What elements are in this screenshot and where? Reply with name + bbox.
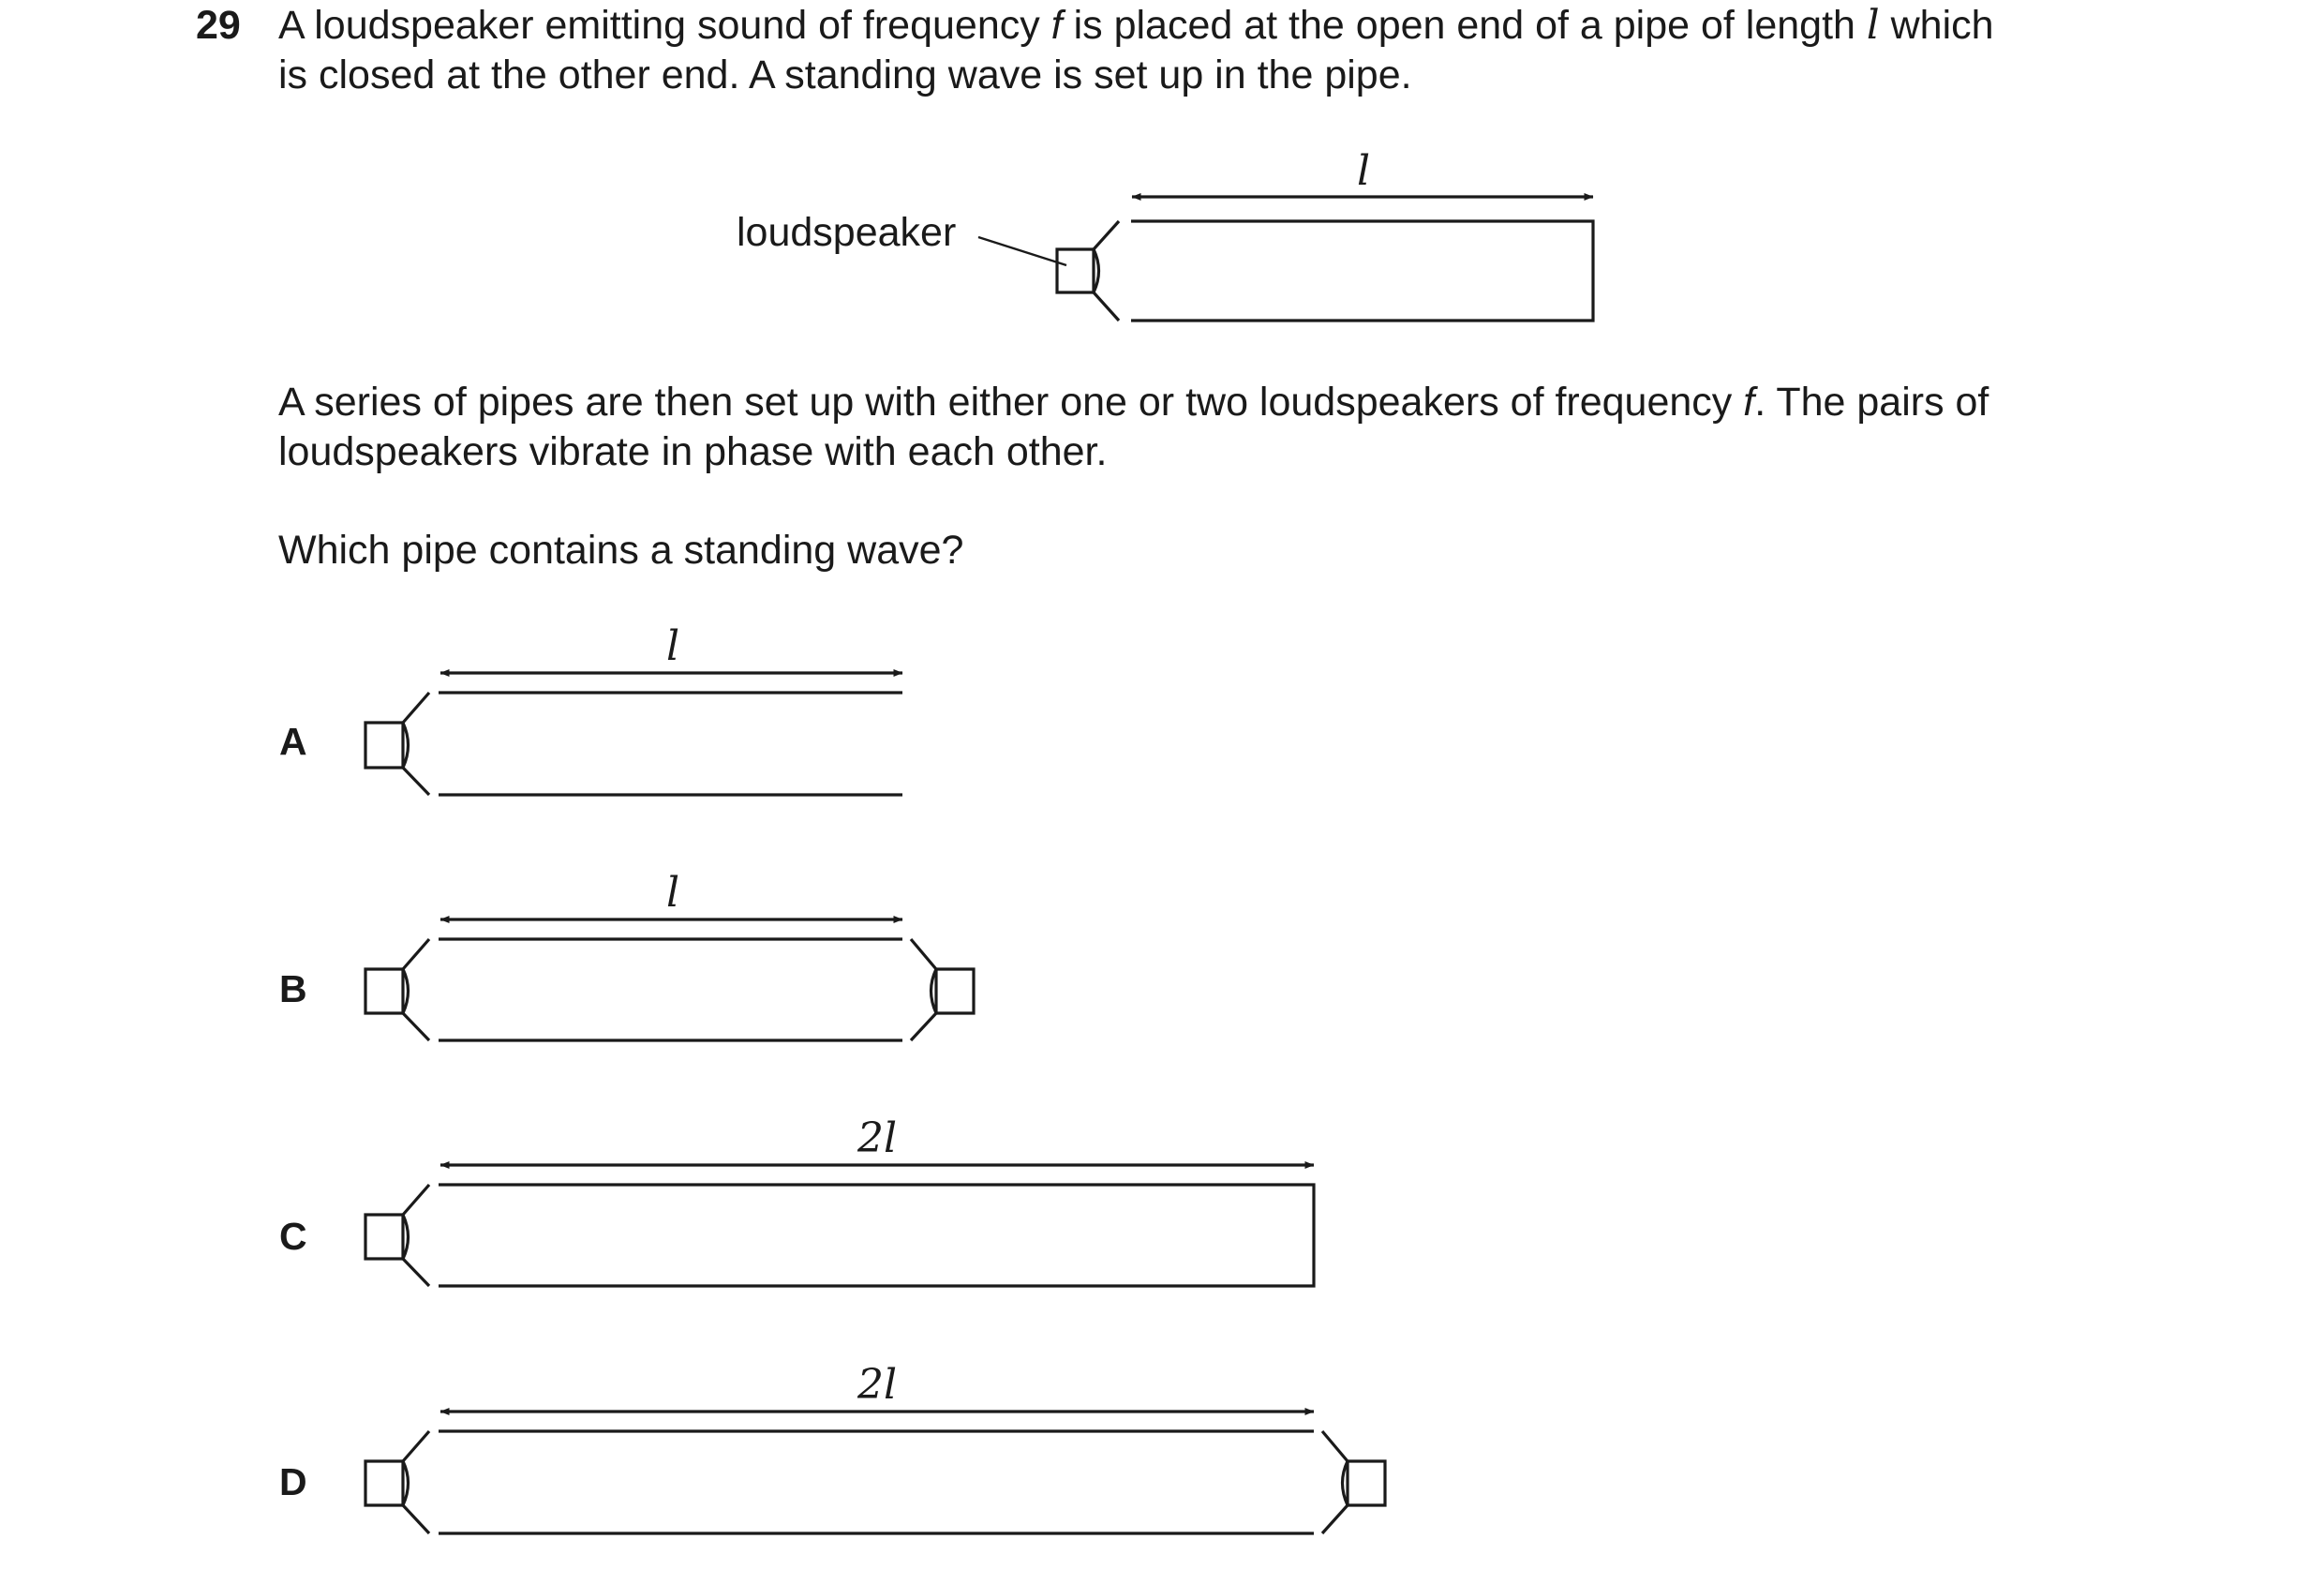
loudspeaker-leader-line: [978, 237, 1066, 265]
option-d-pipe-figure: [365, 1412, 1385, 1533]
option-d-loudspeaker-right: [1322, 1431, 1385, 1533]
stem-text-1c: which: [1879, 3, 1994, 48]
option-b-length-label: l: [665, 869, 680, 917]
option-a-loudspeaker-left: [365, 693, 429, 795]
option-a-pipe-figure: [365, 673, 902, 795]
option-d-loudspeaker-left: [365, 1431, 429, 1533]
para-text-1b: . The pairs of: [1754, 380, 1989, 425]
main-pipe-figure: [978, 197, 1593, 321]
stem-text-1a: A loudspeaker emitting sound of frequency: [278, 3, 1051, 48]
main-length-label: l: [1356, 147, 1371, 195]
option-c-pipe-figure: [365, 1165, 1314, 1286]
option-c-length-label: 2l: [857, 1114, 898, 1162]
option-d-length-label: 2l: [857, 1361, 898, 1409]
option-letter-a: A: [279, 720, 307, 763]
option-b-pipe-figure: [365, 919, 974, 1040]
option-letter-b: B: [279, 967, 307, 1010]
stem-frequency-symbol: f: [1050, 3, 1063, 48]
paragraph-line-2: loudspeakers vibrate in phase with each other.: [278, 429, 1108, 474]
stem-length-symbol: l: [1866, 2, 1880, 49]
option-letter-d: D: [279, 1460, 307, 1503]
main-loudspeaker: [1057, 221, 1119, 321]
stem-text-1b: is placed at the open end of a pipe of length: [1062, 3, 1867, 48]
option-c-loudspeaker-left: [365, 1185, 429, 1286]
main-pipe: [1131, 221, 1593, 321]
loudspeaker-label: loudspeaker: [737, 210, 957, 255]
option-letter-c: C: [279, 1215, 307, 1258]
option-b-loudspeaker-left: [365, 939, 429, 1040]
question-stem-line-2: is closed at the other end. A standing wave is set up in the pipe.: [278, 52, 1412, 97]
question-prompt: Which pipe contains a standing wave?: [278, 528, 964, 573]
question-number: 29: [196, 3, 241, 48]
option-a-length-label: l: [665, 622, 680, 670]
option-b-loudspeaker-right: [911, 939, 974, 1040]
option-c-pipe: [439, 1185, 1314, 1286]
para-frequency-symbol: f: [1743, 380, 1755, 425]
para-text-1a: A series of pipes are then set up with either one or two loudspeakers of frequency: [278, 380, 1744, 425]
